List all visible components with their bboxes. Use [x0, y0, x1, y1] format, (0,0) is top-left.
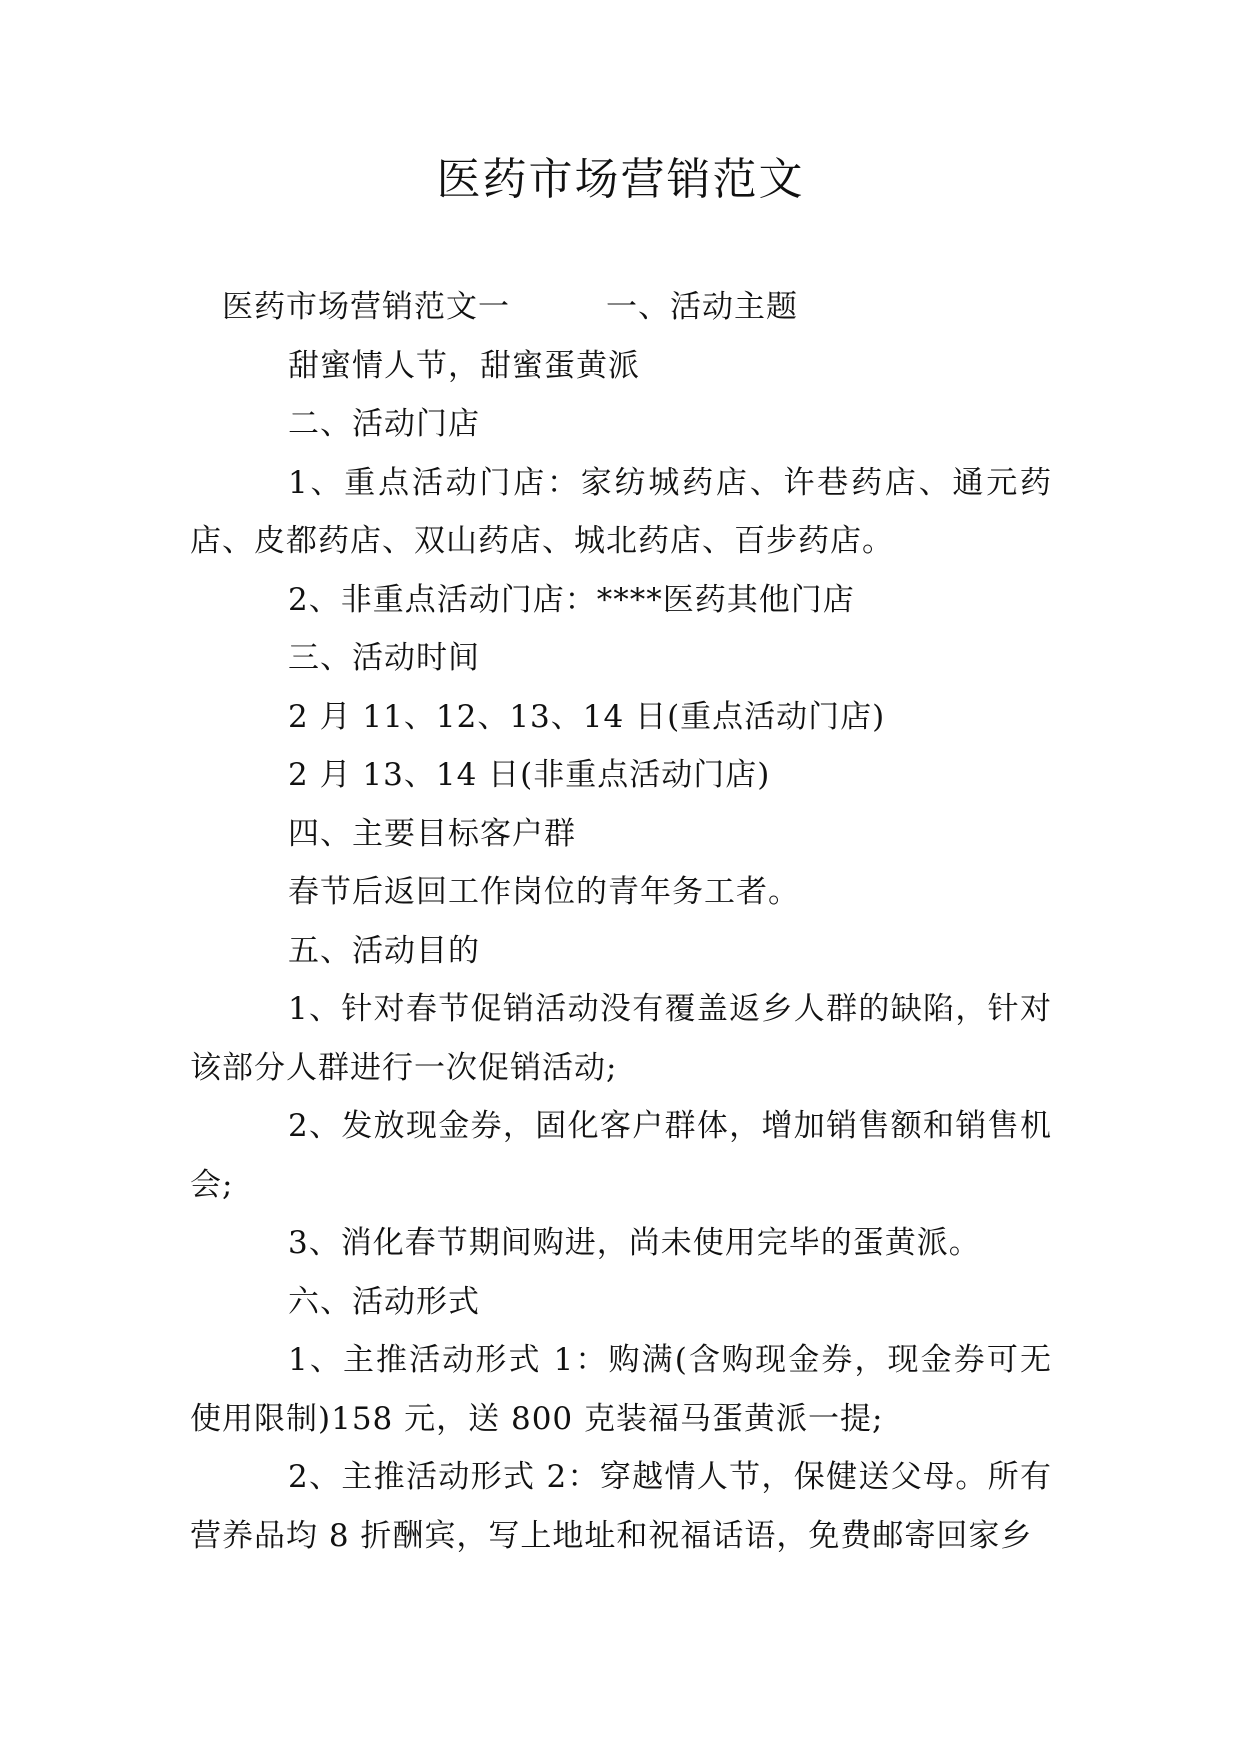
section-heading: 五、活动目的	[288, 932, 480, 969]
section-heading: 六、活动形式	[288, 1283, 480, 1320]
paragraph: 2、主推活动形式 2：穿越情人节，保健送父母。所有营养品均 8 折酬宾，写上地址和祝福话语，免费邮寄回家乡	[190, 1459, 1052, 1554]
paragraph: 春节后返回工作岗位的青年务工者。	[288, 874, 800, 910]
paragraph: 2 月 11、12、13、14 日(重点活动门店)	[288, 698, 886, 735]
first-line	[190, 278, 1052, 337]
section-heading: 二、活动门店	[288, 406, 480, 442]
paragraph: 2、非重点活动门店：****医药其他门店	[288, 581, 855, 618]
paragraph: 3、消化春节期间购进，尚未使用完毕的蛋黄派。	[288, 1225, 981, 1261]
section-heading-main: 医药市场营销范文一	[222, 289, 510, 325]
paragraph: 1、主推活动形式 1：购满(含购现金券，现金券可无使用限制)158 元，送 800 克装福马蛋黄派一提;	[190, 1342, 1052, 1437]
section-heading-theme: 一、活动主题	[606, 289, 798, 325]
document-body	[190, 278, 1052, 1565]
paragraph: 2、发放现金券，固化客户群体，增加销售额和销售机会;	[190, 1108, 1052, 1203]
paragraph: 1、针对春节促销活动没有覆盖返乡人群的缺陷，针对该部分人群进行一次促销活动;	[190, 991, 1052, 1086]
section-heading: 三、活动时间	[288, 640, 480, 676]
paragraph: 2 月 13、14 日(非重点活动门店)	[288, 757, 771, 793]
document-title: 医药市场营销范文	[436, 154, 805, 205]
paragraph: 1、重点活动门店：家纺城药店、许巷药店、通元药店、皮都药店、双山药店、城北药店、百步药店。	[190, 464, 1052, 559]
section-heading: 四、主要目标客户群	[288, 815, 576, 852]
paragraph: 甜蜜情人节，甜蜜蛋黄派	[288, 347, 640, 384]
